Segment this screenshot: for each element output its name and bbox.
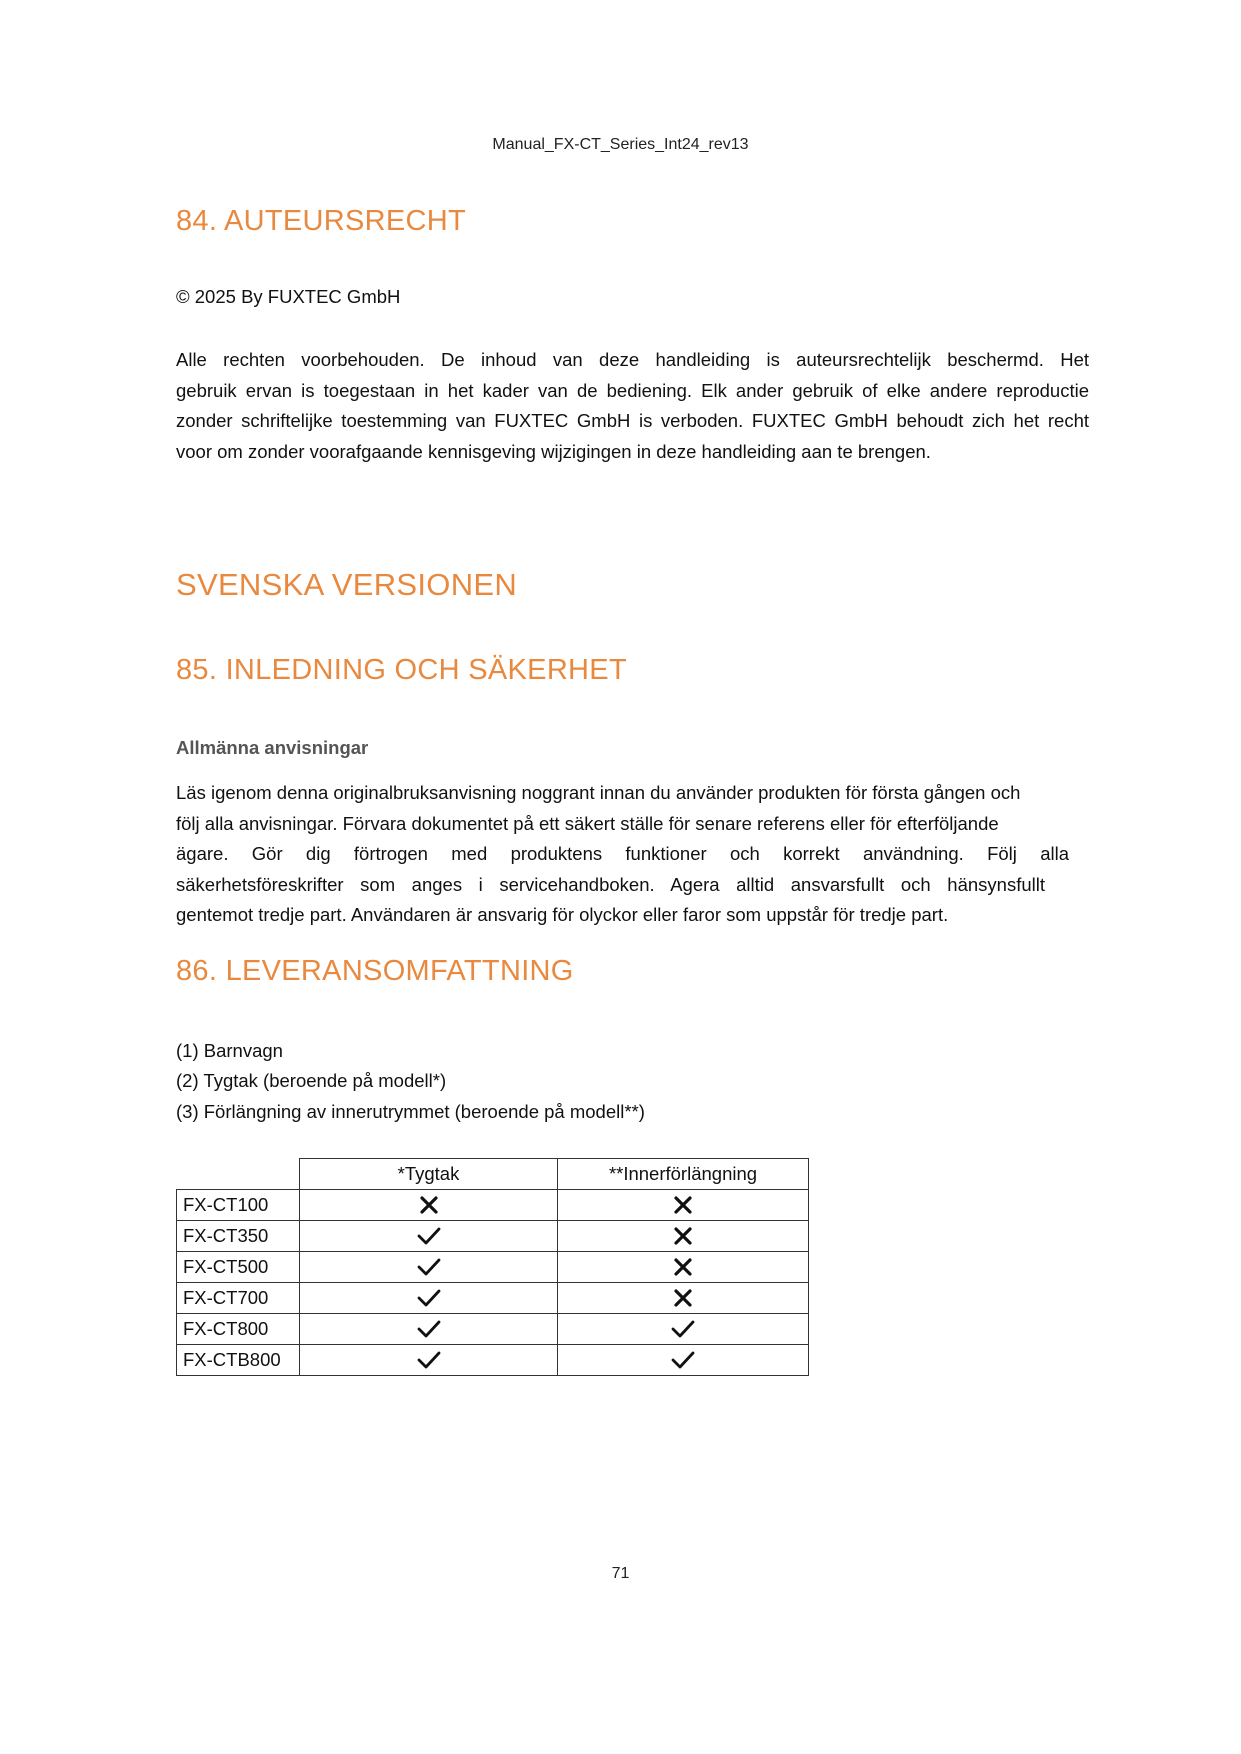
paragraph-line: följ alla anvisningar. Förvara dokumentet på ett säkert ställe för senare referens eller för efterföljande	[176, 812, 999, 834]
paragraph-line: Läs igenom denna originalbruksanvisning noggrant innan du använder produkten för första gången och	[176, 782, 1021, 803]
section-84-paragraph	[176, 345, 1089, 467]
innerforlangning-cell	[558, 1252, 809, 1283]
table-row	[177, 1190, 809, 1221]
innerforlangning-cell	[558, 1190, 809, 1221]
check-icon	[558, 1319, 808, 1339]
tygtak-cell	[300, 1314, 558, 1345]
cross-icon	[558, 1287, 808, 1309]
tygtak-cell	[300, 1345, 558, 1376]
paragraph-line: ägare. Gör dig förtrogen med produktens funktioner och korrekt användning. Följ alla	[176, 843, 1069, 864]
table-header-tygtak: *Tygtak	[300, 1159, 558, 1190]
check-icon	[300, 1319, 557, 1339]
innerforlangning-cell	[558, 1221, 809, 1252]
paragraph-line: voor om zonder voorafgaande kennisgeving wijzigingen in deze handleiding aan te brengen.	[176, 440, 931, 462]
cross-icon	[558, 1225, 808, 1247]
delivery-item-2: (2) Tygtak (beroende på modell*)	[176, 1070, 447, 1091]
model-feature-table	[176, 1158, 809, 1376]
table-row	[177, 1314, 809, 1345]
tygtak-cell	[300, 1221, 558, 1252]
section-85-subheading: Allmänna anvisningar	[176, 737, 369, 758]
check-icon	[300, 1226, 557, 1246]
innerforlangning-cell	[558, 1345, 809, 1376]
paragraph-line: gebruik ervan is toegestaan in het kader van de bediening. Elk ander gebruik of elke andere reproductie	[176, 379, 1089, 401]
cross-icon	[558, 1194, 808, 1216]
table-header-row	[177, 1159, 809, 1190]
section-84-heading: 84. AUTEURSRECHT	[176, 205, 467, 237]
table-row	[177, 1252, 809, 1283]
section-85-paragraph	[176, 778, 1089, 931]
cross-icon	[558, 1256, 808, 1278]
table-header-corner	[177, 1159, 300, 1190]
tygtak-cell	[300, 1283, 558, 1314]
delivery-item-3: (3) Förlängning av innerutrymmet (beroende på modell**)	[176, 1101, 645, 1122]
model-name-cell: FX-CT350	[177, 1221, 300, 1252]
tygtak-cell	[300, 1190, 558, 1221]
page-number: 71	[611, 1565, 630, 1582]
check-icon	[300, 1350, 557, 1370]
model-name-cell: FX-CT700	[177, 1283, 300, 1314]
paragraph-line: gentemot tredje part. Användaren är ansvarig för olyckor eller faror som uppstår för tredje part.	[176, 904, 949, 925]
innerforlangning-cell	[558, 1283, 809, 1314]
check-icon	[558, 1350, 808, 1370]
copyright-line: © 2025 By FUXTEC GmbH	[176, 286, 401, 307]
paragraph-line: Alle rechten voorbehouden. De inhoud van deze handleiding is auteursrechtelijk beschermd. Het	[176, 349, 1089, 370]
table-header-innerforlangning: **Innerförlängning	[558, 1159, 809, 1190]
model-name-cell: FX-CT500	[177, 1252, 300, 1283]
section-85-heading: 85. INLEDNING OCH SÄKERHET	[176, 654, 627, 686]
paragraph-line: säkerhetsföreskrifter som anges i servicehandboken. Agera alltid ansvarsfullt och hänsynsfullt	[176, 873, 1045, 895]
model-name-cell: FX-CT800	[177, 1314, 300, 1345]
language-heading: SVENSKA VERSIONEN	[176, 567, 518, 602]
section-86-heading: 86. LEVERANSOMFATTNING	[176, 955, 574, 987]
innerforlangning-cell	[558, 1314, 809, 1345]
delivery-item-1: (1) Barnvagn	[176, 1040, 283, 1061]
running-header: Manual_FX-CT_Series_Int24_rev13	[492, 136, 749, 153]
paragraph-line: zonder schriftelijke toestemming van FUXTEC GmbH is verboden. FUXTEC GmbH behoudt zich het recht	[176, 410, 1089, 431]
table-row	[177, 1283, 809, 1314]
check-icon	[300, 1288, 557, 1308]
check-icon	[300, 1257, 557, 1277]
tygtak-cell	[300, 1252, 558, 1283]
cross-icon	[300, 1194, 557, 1216]
model-name-cell: FX-CTB800	[177, 1345, 300, 1376]
table-row	[177, 1221, 809, 1252]
table-row	[177, 1345, 809, 1376]
model-name-cell: FX-CT100	[177, 1190, 300, 1221]
